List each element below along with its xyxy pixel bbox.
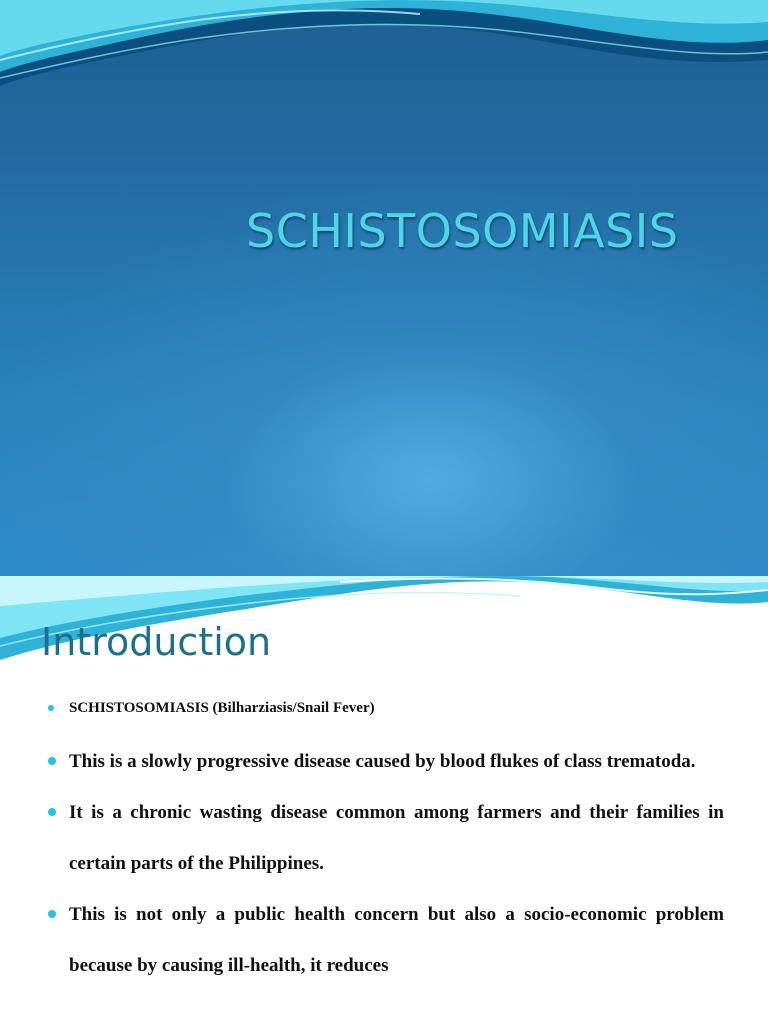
list-item [44,889,724,991]
bullet-text: It is a chronic wasting disease common among farmers and their families in certain parts of the Philippines. [69,802,724,874]
top-wave-decoration [0,0,768,110]
bullet-text: This is not only a public health concern but also a socio-economic problem because by causing ill-health, it reduces [69,904,724,976]
bullet-dot-icon [48,910,56,918]
bullet-dot-icon [48,705,54,711]
bullet-text: This is a slowly progressive disease caused by blood flukes of class trematoda. [69,751,696,772]
slide-heading: Introduction [41,620,272,664]
bullet-dot-icon [48,757,56,765]
list-item [44,787,724,889]
slide-title: SCHISTOSOMIASIS [246,204,679,258]
bullet-list [44,696,724,991]
introduction-slide [0,576,768,1024]
bullet-text: SCHISTOSOMIASIS (Bilharziasis/Snail Fever) [69,700,375,716]
bullet-dot-icon [48,808,56,816]
list-item [44,696,724,720]
list-item [44,736,724,787]
